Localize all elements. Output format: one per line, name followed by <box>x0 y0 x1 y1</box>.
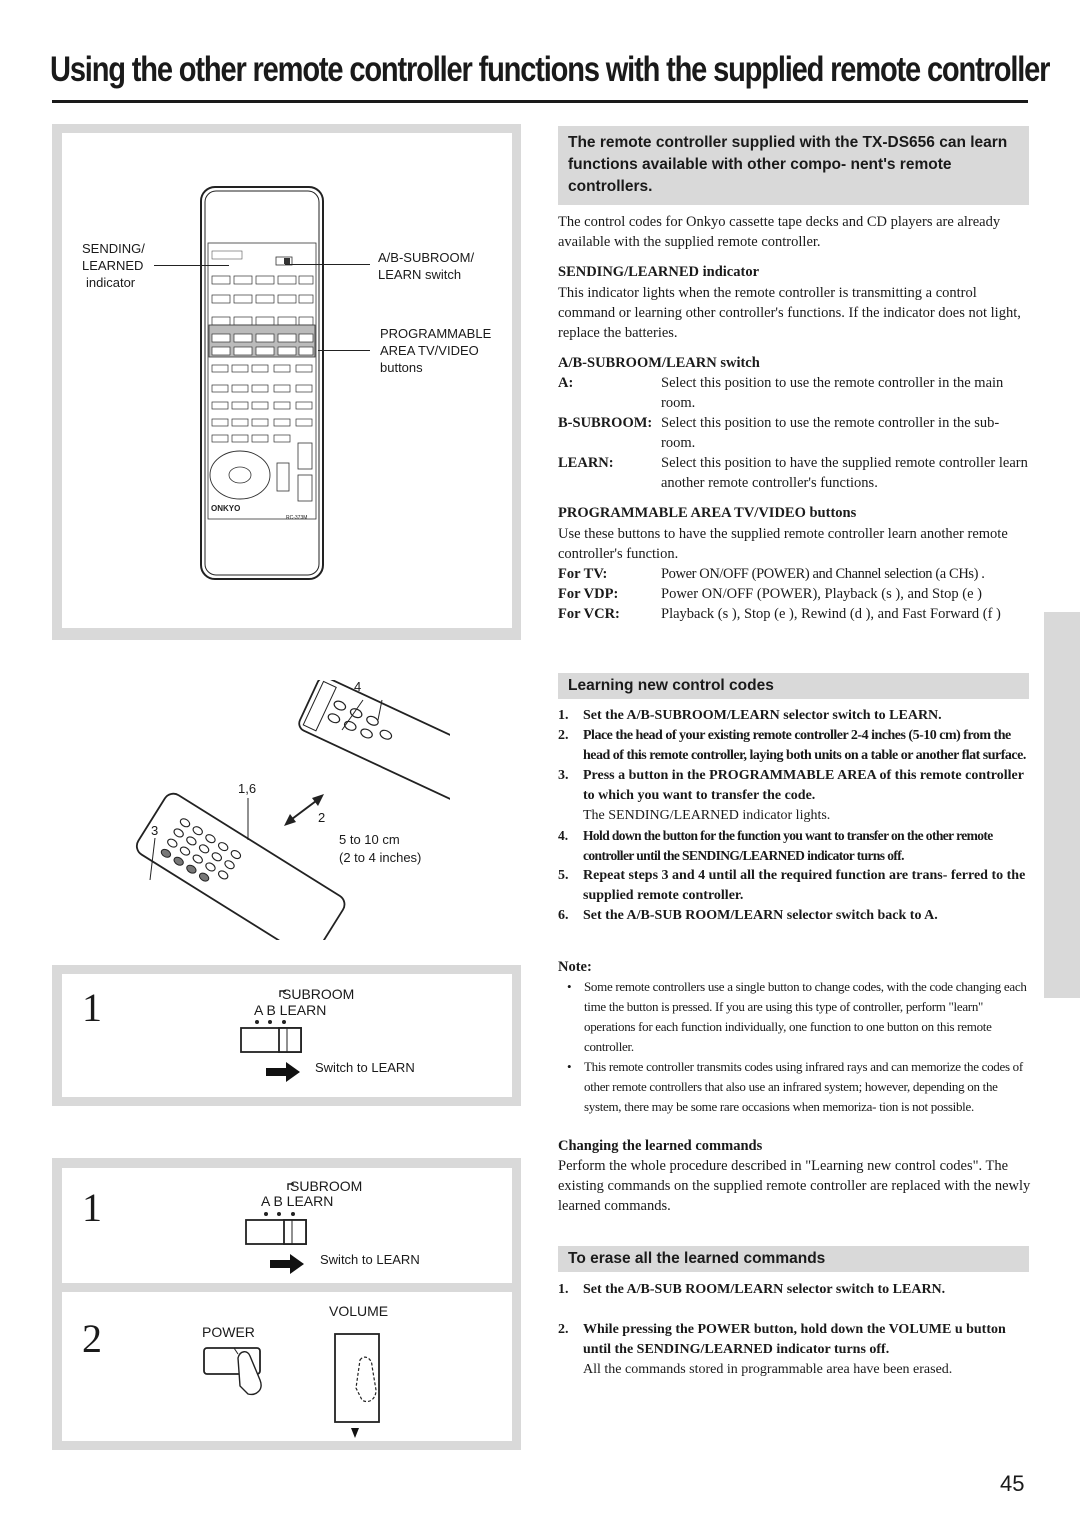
learning-step-6: 6. Set the A/B-SUB ROOM/LEARN selector switch back to A. <box>558 908 938 923</box>
learning-step-4: 4. Hold down the button for the function you want to transfer on the other remote controller until the SENDING/LEARNED indicator turns off. <box>558 828 993 863</box>
changing-heading: Changing the learned commands <box>558 1138 763 1154</box>
learning-illustration <box>110 680 450 940</box>
note-item-1: • Some remote controllers use a single button to change codes, with the code changing each time the button is pressed. If you are using this type of controller, perform "learn" operations for each function individually, one function to one button on this remote controller. <box>567 979 1027 1054</box>
intro-text: The control codes for Onkyo cassette tape decks and CD players are already available with the supplied remote controller. <box>558 214 1001 250</box>
sending-label: SENDING/ LEARNED indicator <box>82 241 145 290</box>
volume-label: VOLUME <box>329 1303 389 1319</box>
power-label: POWER <box>202 1324 255 1340</box>
step-b-number: 1 <box>82 1185 102 1230</box>
learning-step-5: 5. Repeat steps 3 and 4 until all the required function are trans- ferred to the supplied remote controller. <box>558 868 1026 903</box>
prog-callout-line <box>318 350 370 351</box>
note-list <box>558 977 1032 1117</box>
sending-callout-line <box>154 265 229 266</box>
learn-num-16: 1,6 <box>238 781 257 796</box>
distance-inches: (2 to 4 inches) <box>339 850 422 865</box>
learn-num-4: 4 <box>354 679 362 694</box>
step-b-subroom: SUBROOM <box>290 1178 363 1194</box>
learning-header: Learning new control codes <box>558 673 1029 699</box>
step-b-caption: Switch to LEARN <box>320 1252 420 1267</box>
prog-row-vcr: For VCR: Playback (s ), Stop (e ), Rewind (d ), and Fast Forward (f ) <box>558 606 1001 622</box>
remote-model: RC-373M <box>286 515 308 521</box>
intro-header: The remote controller supplied with the TX-DS656 can learn functions available with other compo- nent's remote controllers. <box>558 126 1029 205</box>
sending-text: This indicator lights when the remote controller is transmitting a control command or learning other controller's functions. If the indicator does not light, replace the batteries. <box>558 285 1021 341</box>
learning-steps <box>558 706 1032 926</box>
prog-text: Use these buttons to have the supplied remote controller learn another remote controller's function. <box>558 526 1008 562</box>
step-c-number: 2 <box>82 1316 102 1361</box>
side-tab <box>1044 612 1080 998</box>
note-heading: Note: <box>558 959 592 975</box>
absub-callout-line <box>285 264 370 265</box>
learning-step-3: 3. Press a button in the PROGRAMMABLE AREA of this remote controller to which you want to transfer the code. The SENDING/LEARNED indicator lights. <box>558 768 1024 823</box>
absub-row-learn: LEARN: Select this position to have the supplied remote controller learn another remote controller's functions. <box>558 455 1028 491</box>
step-a-ab-learn: A B LEARN <box>254 1002 327 1018</box>
page-title: Using the other remote controller functions with the supplied remote controller <box>50 50 1050 89</box>
distance-cm: 5 to 10 cm <box>339 832 400 847</box>
changing-text: Perform the whole procedure described in "Learning new control codes". The existing commands on the supplied remote controller are replaced with the newly learned commands. <box>558 1158 1031 1214</box>
absub-label: A/B-SUBROOM/ LEARN switch <box>378 250 475 282</box>
erase-step-1: 1. Set the A/B-SUB ROOM/LEARN selector switch to LEARN. <box>558 1282 946 1297</box>
remote-brand: ONKYO <box>211 504 241 513</box>
page-number: 45 <box>1000 1471 1025 1496</box>
learning-step-2: 2. Place the head of your existing remote controller 2-4 inches (5-10 cm) from the head of this remote controller, laying both units on a table or another flat surface. <box>558 728 1026 763</box>
step-b-arrow-icon <box>270 1254 304 1274</box>
power-button-graphic <box>200 1340 300 1400</box>
absub-row-b: B-SUBROOM: Select this position to use the remote controller in the sub-room. <box>558 415 1000 451</box>
title-rule <box>52 100 1028 103</box>
step-a-caption: Switch to LEARN <box>315 1060 415 1075</box>
step-a-number: 1 <box>82 985 102 1030</box>
volume-down-arrow-icon <box>351 1428 359 1438</box>
prog-row-vdp: For VDP: Power ON/OFF (POWER), Playback (s ), and Stop (e ) <box>558 586 982 602</box>
prog-heading: PROGRAMMABLE AREA TV/VIDEO buttons <box>558 505 857 521</box>
erase-header: To erase all the learned commands <box>558 1246 1029 1272</box>
step-a-arrow-icon <box>266 1062 300 1082</box>
absub-row-a: A: Select this position to use the remote controller in the main room. <box>558 375 1004 411</box>
absub-heading: A/B-SUBROOM/LEARN switch <box>558 355 760 371</box>
learning-step-1: 1. Set the A/B-SUBROOM/LEARN selector switch to LEARN. <box>558 708 942 723</box>
prog-label: PROGRAMMABLE AREA TV/VIDEO buttons <box>380 326 492 375</box>
remote-illustration <box>62 133 512 628</box>
erase-step-2: 2. While pressing the POWER button, hold down the VOLUME u button until the SENDING/LEARNED indicator turns off. All the commands stored in programmable area have been erased. <box>558 1322 1006 1377</box>
sending-heading: SENDING/LEARNED indicator <box>558 264 760 280</box>
note-item-2: • This remote controller transmits codes using infrared rays and can memorize the codes of other remote controllers that also use an infrared system; however, depending on the system, there may be some rare occasions when memoriza- tion is not possible. <box>567 1059 1023 1114</box>
learn-num-2: 2 <box>318 810 326 825</box>
volume-button-graphic <box>330 1330 390 1442</box>
step-b-ab-learn: A B LEARN <box>261 1193 334 1209</box>
learn-num-3: 3 <box>151 823 159 838</box>
erase-steps <box>558 1280 1032 1380</box>
step-a-subroom: SUBROOM <box>282 986 355 1002</box>
prog-row-tv: For TV: Power ON/OFF (POWER) and Channel selection (a CHs) . <box>558 566 985 582</box>
